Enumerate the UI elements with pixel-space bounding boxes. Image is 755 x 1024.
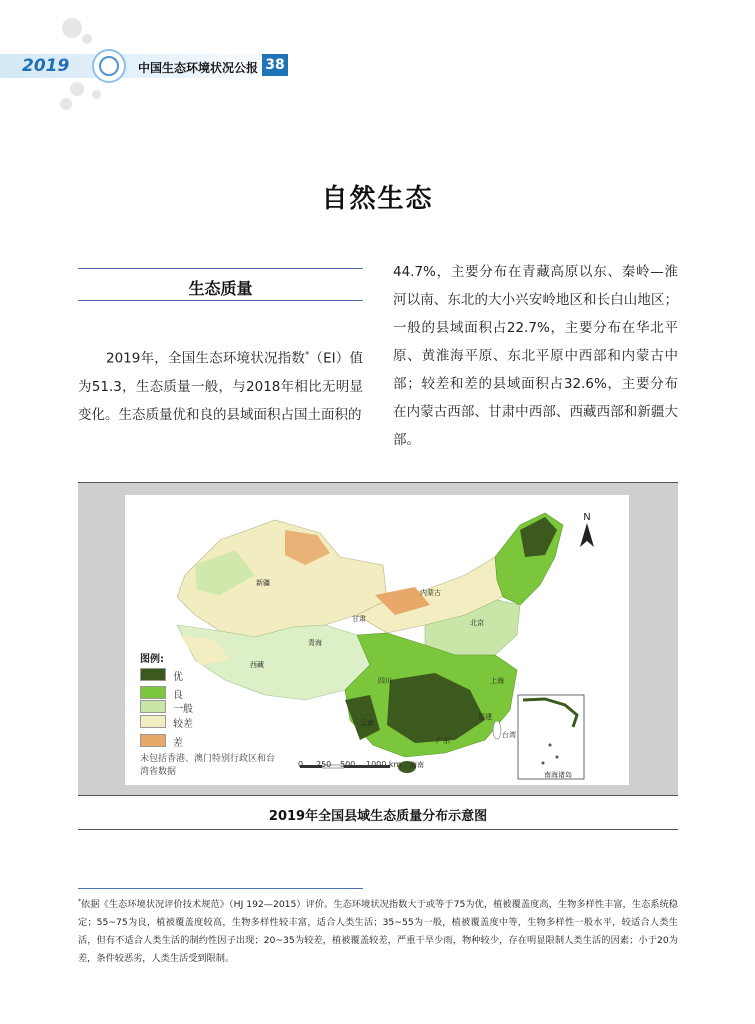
map-label: 新疆 xyxy=(256,579,270,587)
north-arrow-icon xyxy=(580,523,594,547)
figure-rule-bottom xyxy=(78,795,678,796)
legend-label: 较差 xyxy=(173,719,193,730)
scale-label: 500 xyxy=(340,760,356,769)
body-paragraph-right: 44.7%，主要分布在青藏高原以东、秦岭—淮河以南、东北的大小兴安岭地区和长白山地区；一般的县域面积占22.7%，主要分布在华北平原、黄淮海平原、东北平原中西部和内蒙古中部；较差和差的县域面积占32.6%，主要分布在内蒙古西部、甘肃中西部、西藏西部和新疆大部。 xyxy=(393,264,678,448)
legend-swatch xyxy=(140,668,166,681)
legend-title: 图例: xyxy=(140,654,164,665)
page-number-badge: 38 xyxy=(262,54,288,76)
map-label: 云南 xyxy=(360,719,374,727)
inset-island xyxy=(542,762,545,765)
scale-label: 1000 km xyxy=(366,760,402,769)
south-sea-inset xyxy=(518,695,584,779)
header-ring-inner xyxy=(99,56,119,76)
footnote-marker: * xyxy=(305,350,310,359)
north-arrow-label: N xyxy=(583,512,591,523)
publication-title: 中国生态环境状况公报 xyxy=(138,61,259,75)
map-label: 福建 xyxy=(478,713,492,721)
caption-rule xyxy=(78,829,678,830)
legend-label: 差 xyxy=(173,738,183,749)
map-label: 北京 xyxy=(470,619,484,627)
legend-label: 良 xyxy=(173,690,183,701)
footnote xyxy=(78,893,678,968)
legend-label: 一般 xyxy=(173,704,193,715)
paragraph-text: （EI）值为51.3，生态质量一般，与2018年相比无明显变化。生态质量优和良的县域面积占国土面积的 xyxy=(78,350,364,423)
legend-swatch xyxy=(140,715,166,728)
decor-dot xyxy=(60,98,72,110)
china-eco-quality-map xyxy=(125,495,629,785)
map-label: 广东 xyxy=(436,737,450,745)
inset-island xyxy=(556,756,559,759)
legend-swatch xyxy=(140,686,166,699)
header-year: 2019 xyxy=(22,56,70,76)
figure-caption: 2019年全国县域生态质量分布示意图 xyxy=(268,809,488,824)
scale-label: 250 xyxy=(316,760,332,769)
map-label: 四川 xyxy=(378,677,392,685)
legend-label: 优 xyxy=(173,672,183,683)
section-rule-bottom xyxy=(78,300,363,301)
map-label: 内蒙古 xyxy=(420,589,441,597)
decor-dot xyxy=(62,18,82,38)
inset-island xyxy=(549,744,552,747)
legend-swatch xyxy=(140,734,166,747)
scale-label: 0 xyxy=(298,760,304,769)
region-taiwan xyxy=(493,721,501,739)
map-note: 未包括香港、澳门特别行政区和台湾省数据 xyxy=(140,754,276,777)
section-heading: 生态质量 xyxy=(188,279,253,298)
page-title: 自然生态 xyxy=(321,184,434,214)
decor-dot xyxy=(70,82,84,96)
map-label: 上海 xyxy=(490,677,504,685)
decor-dot xyxy=(82,34,92,44)
map-label: 甘肃 xyxy=(352,615,366,623)
map-label: 西藏 xyxy=(250,661,264,669)
paragraph-text: 2019年，全国生态环境状况指数 xyxy=(106,350,306,367)
footnote-rule xyxy=(78,888,363,889)
footnote-text: 依据《生态环境状况评价技术规范》（HJ 192—2015）评价。生态环境状况指数大于或等于75为优，植被覆盖度高，生物多样性丰富，生态系统稳定；55~75为良，植被覆盖度较高，生物多样性较丰富，适合人类生活；35~55为一般，植被覆盖度中等，生物多样性一般水平，较适合人类生活，但有不适合人类生活的制约性因子出现；20~35为较差，植被覆盖较差，严重干旱少雨，物种较少，存在明显限制人类生活的因素；小于20为差，条件较恶劣，人类生活受到限制。 xyxy=(78,899,678,965)
map-label: 台湾 xyxy=(502,731,516,739)
footnote-marker: * xyxy=(78,898,81,905)
decor-dot xyxy=(92,90,101,99)
section-rule-top xyxy=(78,268,363,269)
map-label: 海南 xyxy=(410,761,424,769)
body-paragraph-left xyxy=(78,341,363,429)
map-label: 南海诸岛 xyxy=(544,771,572,779)
legend-swatch xyxy=(140,700,166,713)
map-label: 青海 xyxy=(308,639,322,647)
